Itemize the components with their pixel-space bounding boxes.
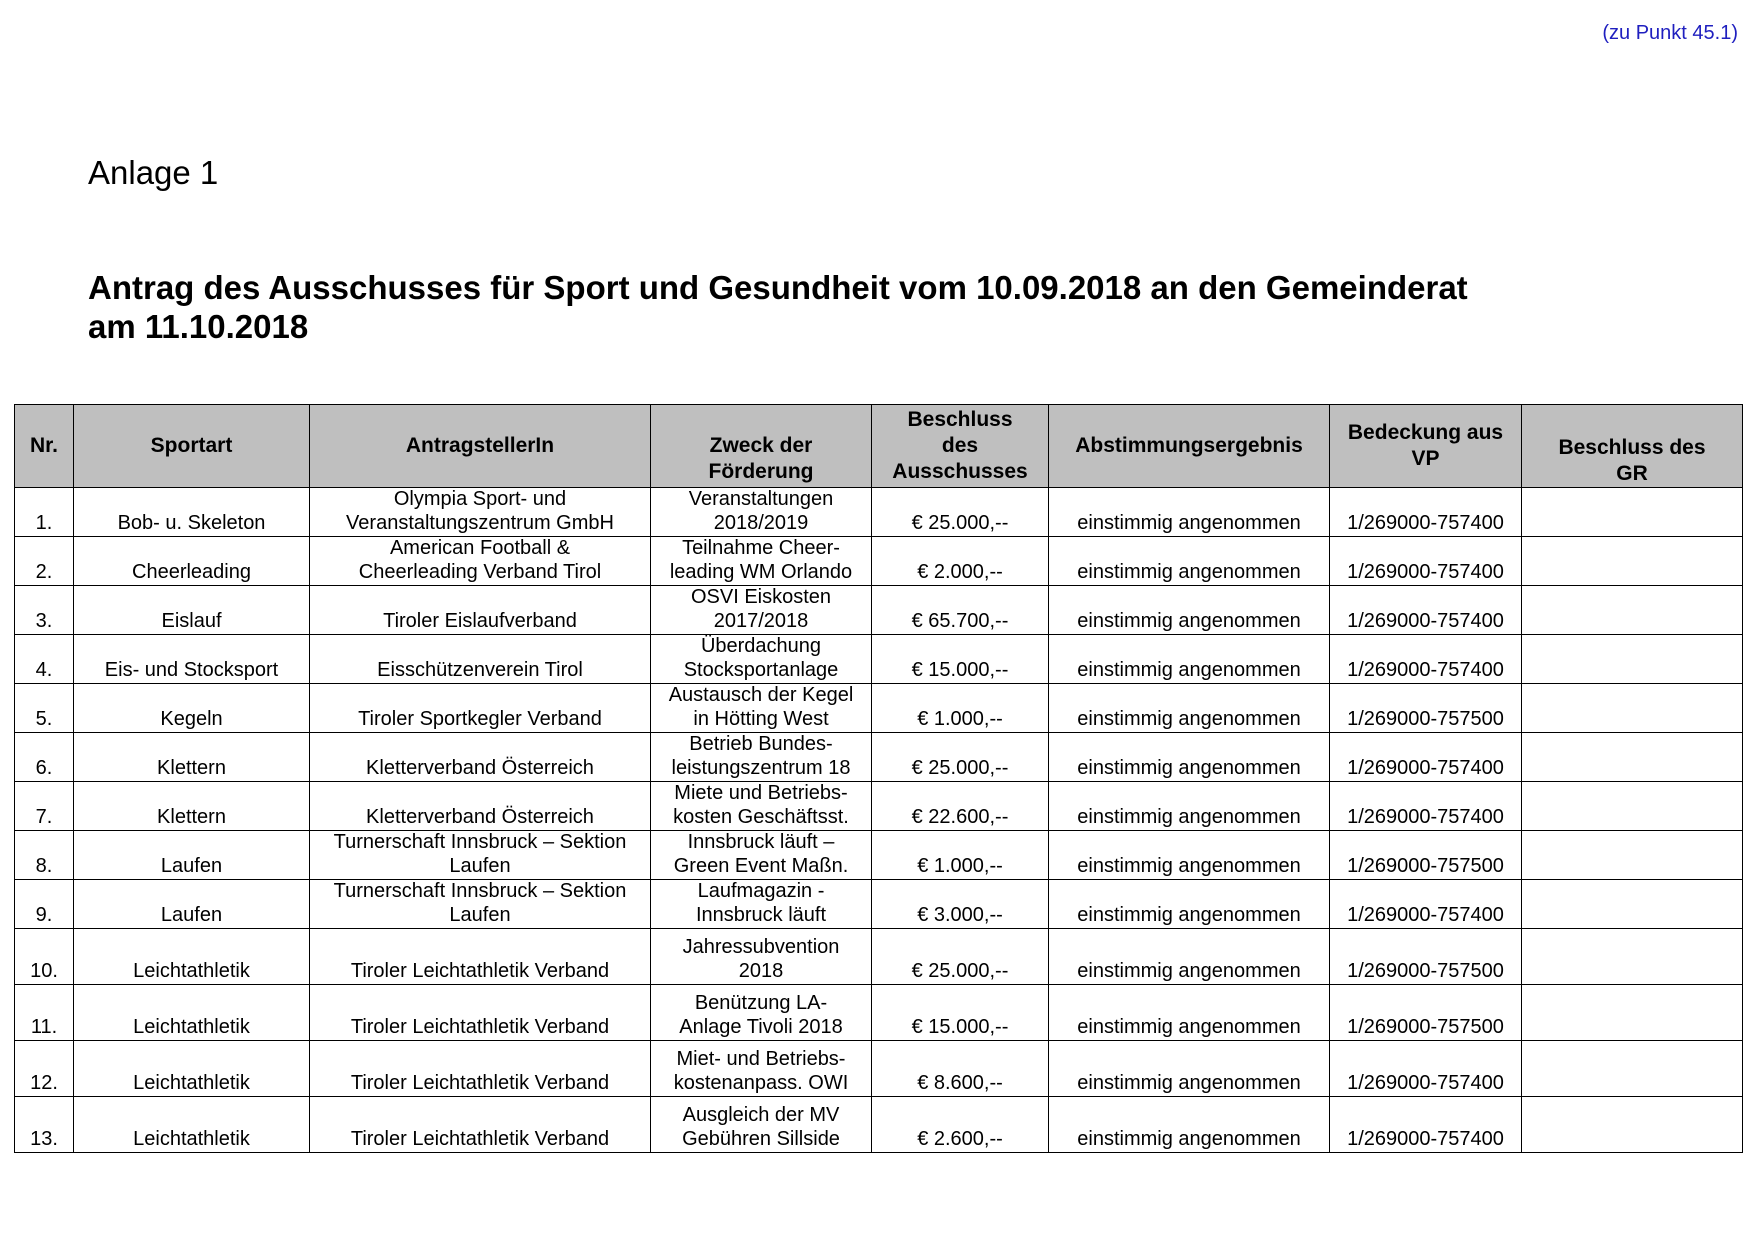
cell-nr: 1. — [15, 488, 74, 537]
cell-betrag: € 15.000,-- — [872, 635, 1049, 684]
cell-sportart: Klettern — [74, 782, 310, 831]
cell-zweck: Veranstaltungen 2018/2019 — [651, 488, 872, 537]
cell-zweck: Ausgleich der MV Gebühren Sillside — [651, 1097, 872, 1153]
table-header-row — [15, 405, 1743, 488]
cell-sportart: Laufen — [74, 880, 310, 929]
cell-beschluss-gr — [1522, 1097, 1743, 1153]
cell-zweck: Benützung LA- Anlage Tivoli 2018 — [651, 985, 872, 1041]
cell-antragsteller: Olympia Sport- und Veranstaltungszentrum GmbH — [310, 488, 651, 537]
cell-sportart: Leichtathletik — [74, 929, 310, 985]
cell-betrag: € 25.000,-- — [872, 733, 1049, 782]
cell-zweck: Innsbruck läuft – Green Event Maßn. — [651, 831, 872, 880]
table-row — [15, 782, 1743, 831]
cell-bedeckung: 1/269000-757400 — [1330, 1097, 1522, 1153]
cell-abstimmung: einstimmig angenommen — [1049, 1041, 1330, 1097]
cell-abstimmung: einstimmig angenommen — [1049, 733, 1330, 782]
cell-bedeckung: 1/269000-757400 — [1330, 733, 1522, 782]
cell-betrag: € 2.000,-- — [872, 537, 1049, 586]
table-row — [15, 1097, 1743, 1153]
cell-zweck: Überdachung Stocksportanlage — [651, 635, 872, 684]
cell-antragsteller: Eisschützenverein Tirol — [310, 635, 651, 684]
cell-beschluss-gr — [1522, 831, 1743, 880]
cell-abstimmung: einstimmig angenommen — [1049, 782, 1330, 831]
cell-beschluss-gr — [1522, 537, 1743, 586]
table-row — [15, 929, 1743, 985]
cell-bedeckung: 1/269000-757400 — [1330, 782, 1522, 831]
document-title: Antrag des Ausschusses für Sport und Gesundheit vom 10.09.2018 an den Gemeinderat am 11.10.2018 — [88, 269, 1468, 345]
attachment-label: Anlage 1 — [88, 154, 219, 191]
cell-bedeckung: 1/269000-757500 — [1330, 684, 1522, 733]
cell-zweck: Miet- und Betriebs- kostenanpass. OWI — [651, 1041, 872, 1097]
cell-antragsteller: Tiroler Eislaufverband — [310, 586, 651, 635]
cell-nr: 6. — [15, 733, 74, 782]
cell-antragsteller: Turnerschaft Innsbruck – Sektion Laufen — [310, 831, 651, 880]
cell-bedeckung: 1/269000-757400 — [1330, 488, 1522, 537]
cell-bedeckung: 1/269000-757400 — [1330, 537, 1522, 586]
cell-abstimmung: einstimmig angenommen — [1049, 1097, 1330, 1153]
table-row — [15, 537, 1743, 586]
cell-bedeckung: 1/269000-757400 — [1330, 880, 1522, 929]
header-nr: Nr. — [15, 405, 74, 488]
cell-nr: 12. — [15, 1041, 74, 1097]
cell-zweck: Teilnahme Cheer- leading WM Orlando — [651, 537, 872, 586]
cell-sportart: Leichtathletik — [74, 1097, 310, 1153]
cell-beschluss-gr — [1522, 782, 1743, 831]
cell-abstimmung: einstimmig angenommen — [1049, 537, 1330, 586]
header-beschluss-gr: Beschluss des GR — [1522, 405, 1743, 488]
cell-beschluss-gr — [1522, 929, 1743, 985]
cell-nr: 2. — [15, 537, 74, 586]
header-sportart: Sportart — [74, 405, 310, 488]
cell-abstimmung: einstimmig angenommen — [1049, 488, 1330, 537]
cell-sportart: Leichtathletik — [74, 1041, 310, 1097]
cell-bedeckung: 1/269000-757500 — [1330, 985, 1522, 1041]
cell-zweck: Austausch der Kegel in Hötting West — [651, 684, 872, 733]
cell-sportart: Cheerleading — [74, 537, 310, 586]
cell-abstimmung: einstimmig angenommen — [1049, 929, 1330, 985]
cell-sportart: Leichtathletik — [74, 985, 310, 1041]
cell-zweck: Laufmagazin - Innsbruck läuft — [651, 880, 872, 929]
cell-bedeckung: 1/269000-757400 — [1330, 586, 1522, 635]
cell-sportart: Eis- und Stocksport — [74, 635, 310, 684]
table-row — [15, 488, 1743, 537]
cell-beschluss-gr — [1522, 1041, 1743, 1097]
cell-abstimmung: einstimmig angenommen — [1049, 880, 1330, 929]
cell-abstimmung: einstimmig angenommen — [1049, 831, 1330, 880]
cell-abstimmung: einstimmig angenommen — [1049, 684, 1330, 733]
cell-sportart: Klettern — [74, 733, 310, 782]
cell-beschluss-gr — [1522, 985, 1743, 1041]
cell-beschluss-gr — [1522, 635, 1743, 684]
cell-beschluss-gr — [1522, 684, 1743, 733]
cell-antragsteller: American Football & Cheerleading Verband Tirol — [310, 537, 651, 586]
cell-bedeckung: 1/269000-757500 — [1330, 929, 1522, 985]
cell-nr: 11. — [15, 985, 74, 1041]
cell-betrag: € 8.600,-- — [872, 1041, 1049, 1097]
cell-betrag: € 15.000,-- — [872, 985, 1049, 1041]
cell-zweck: Betrieb Bundes- leistungszentrum 18 — [651, 733, 872, 782]
header-zweck: Zweck der Förderung — [651, 405, 872, 488]
cell-antragsteller: Tiroler Leichtathletik Verband — [310, 1097, 651, 1153]
cell-betrag: € 22.600,-- — [872, 782, 1049, 831]
cell-beschluss-gr — [1522, 733, 1743, 782]
cell-zweck: Miete und Betriebs- kosten Geschäftsst. — [651, 782, 872, 831]
header-abstimmung: Abstimmungsergebnis — [1049, 405, 1330, 488]
funding-table — [14, 404, 1743, 1153]
cell-nr: 9. — [15, 880, 74, 929]
cell-zweck: OSVI Eiskosten 2017/2018 — [651, 586, 872, 635]
cell-beschluss-gr — [1522, 488, 1743, 537]
cell-antragsteller: Tiroler Leichtathletik Verband — [310, 1041, 651, 1097]
header-beschluss-ausschuss: Beschluss des Ausschusses — [872, 405, 1049, 488]
cell-betrag: € 25.000,-- — [872, 488, 1049, 537]
cell-beschluss-gr — [1522, 586, 1743, 635]
cell-zweck: Jahressubvention 2018 — [651, 929, 872, 985]
agenda-reference: (zu Punkt 45.1) — [1602, 22, 1738, 44]
table-row — [15, 880, 1743, 929]
cell-abstimmung: einstimmig angenommen — [1049, 985, 1330, 1041]
table-row — [15, 684, 1743, 733]
cell-betrag: € 3.000,-- — [872, 880, 1049, 929]
cell-betrag: € 1.000,-- — [872, 684, 1049, 733]
cell-antragsteller: Kletterverband Österreich — [310, 782, 651, 831]
table-row — [15, 733, 1743, 782]
cell-nr: 3. — [15, 586, 74, 635]
cell-nr: 10. — [15, 929, 74, 985]
table-row — [15, 586, 1743, 635]
table-row — [15, 985, 1743, 1041]
table-row — [15, 1041, 1743, 1097]
cell-nr: 4. — [15, 635, 74, 684]
table-row — [15, 831, 1743, 880]
header-antragsteller: AntragstellerIn — [310, 405, 651, 488]
cell-nr: 5. — [15, 684, 74, 733]
cell-antragsteller: Tiroler Leichtathletik Verband — [310, 929, 651, 985]
cell-abstimmung: einstimmig angenommen — [1049, 635, 1330, 684]
cell-sportart: Eislauf — [74, 586, 310, 635]
header-bedeckung: Bedeckung aus VP — [1330, 405, 1522, 488]
cell-beschluss-gr — [1522, 880, 1743, 929]
cell-sportart: Laufen — [74, 831, 310, 880]
cell-betrag: € 65.700,-- — [872, 586, 1049, 635]
cell-bedeckung: 1/269000-757500 — [1330, 831, 1522, 880]
cell-betrag: € 2.600,-- — [872, 1097, 1049, 1153]
cell-sportart: Bob- u. Skeleton — [74, 488, 310, 537]
cell-bedeckung: 1/269000-757400 — [1330, 1041, 1522, 1097]
cell-antragsteller: Kletterverband Österreich — [310, 733, 651, 782]
cell-nr: 13. — [15, 1097, 74, 1153]
cell-betrag: € 1.000,-- — [872, 831, 1049, 880]
cell-sportart: Kegeln — [74, 684, 310, 733]
cell-bedeckung: 1/269000-757400 — [1330, 635, 1522, 684]
cell-antragsteller: Turnerschaft Innsbruck – Sektion Laufen — [310, 880, 651, 929]
cell-betrag: € 25.000,-- — [872, 929, 1049, 985]
cell-antragsteller: Tiroler Sportkegler Verband — [310, 684, 651, 733]
cell-antragsteller: Tiroler Leichtathletik Verband — [310, 985, 651, 1041]
cell-abstimmung: einstimmig angenommen — [1049, 586, 1330, 635]
table-row — [15, 635, 1743, 684]
cell-nr: 8. — [15, 831, 74, 880]
cell-nr: 7. — [15, 782, 74, 831]
